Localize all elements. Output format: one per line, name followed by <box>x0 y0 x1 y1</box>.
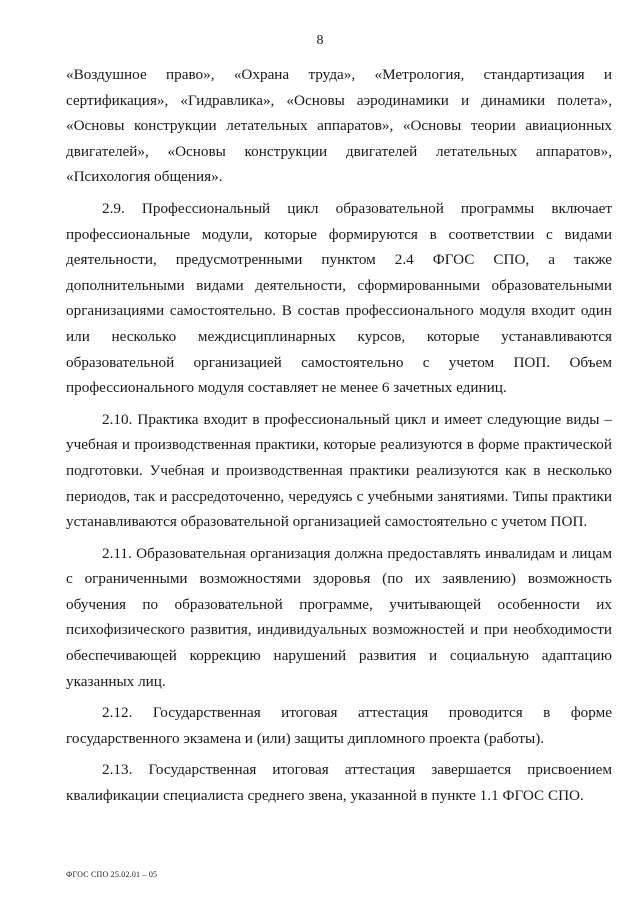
page-number: 8 <box>316 33 324 48</box>
paragraph-2-13: 2.13. Государственная итоговая аттестация завершается присвоением квалификации специалиста среднего звена, указанной в пункте 1.1 ФГОС СПО. <box>66 761 612 805</box>
paragraph-2-10: 2.10. Практика входит в профессиональный цикл и имеет следующие виды – учебная и производственная практики, которые реализуются в форме практической подготовки. Учебная и производственная практики реализуются как в несколько периодов, так и рассредоточенно, чередуясь с учебными занятиями. Типы практики устанавливаются образовательной организацией самостоятельно с учетом ПОП. <box>66 410 612 531</box>
paragraph-2-12: 2.12. Государственная итоговая аттестация проводится в форме государственного экзамена и (или) защиты дипломного проекта (работы). <box>66 704 612 747</box>
document-body <box>66 62 612 815</box>
paragraph-disciplines-list: «Воздушное право», «Охрана труда», «Метрология, стандартизация и сертификация», «Гидравлика», «Основы аэродинамики и динамики полета», «Основы конструкции летательных аппаратов», «Основы теории авиационных двигателей», «Основы конструкции двигателей летательных аппаратов», «Психология общения». <box>66 66 612 186</box>
paragraph-2-9: 2.9. Профессиональный цикл образовательной программы включает профессиональные модули, которые формируются в соответствии с видами деятельности, предусмотренными пунктом 2.4 ФГОС СПО, а также дополнительными видами деятельности, сформированными образовательными организациями самостоятельно. В состав профессионального модуля входит один или несколько междисциплинарных курсов, которые устанавливаются образовательной организацией самостоятельно с учетом ПОП. Объем профессионального модуля составляет не менее 6 зачетных единиц. <box>66 199 612 397</box>
page-footer: ФГОС СПО 25.02.01 – 05 <box>66 870 158 879</box>
paragraph-2-11: 2.11. Образовательная организация должна предоставлять инвалидам и лицам с ограниченными возможностями здоровья (по их заявлению) возможность обучения по образовательной программе, учитывающей особенности их психофизического развития, индивидуальных возможностей и при необходимости обеспечивающей коррекцию нарушений развития и социальную адаптацию указанных лиц. <box>66 544 612 690</box>
